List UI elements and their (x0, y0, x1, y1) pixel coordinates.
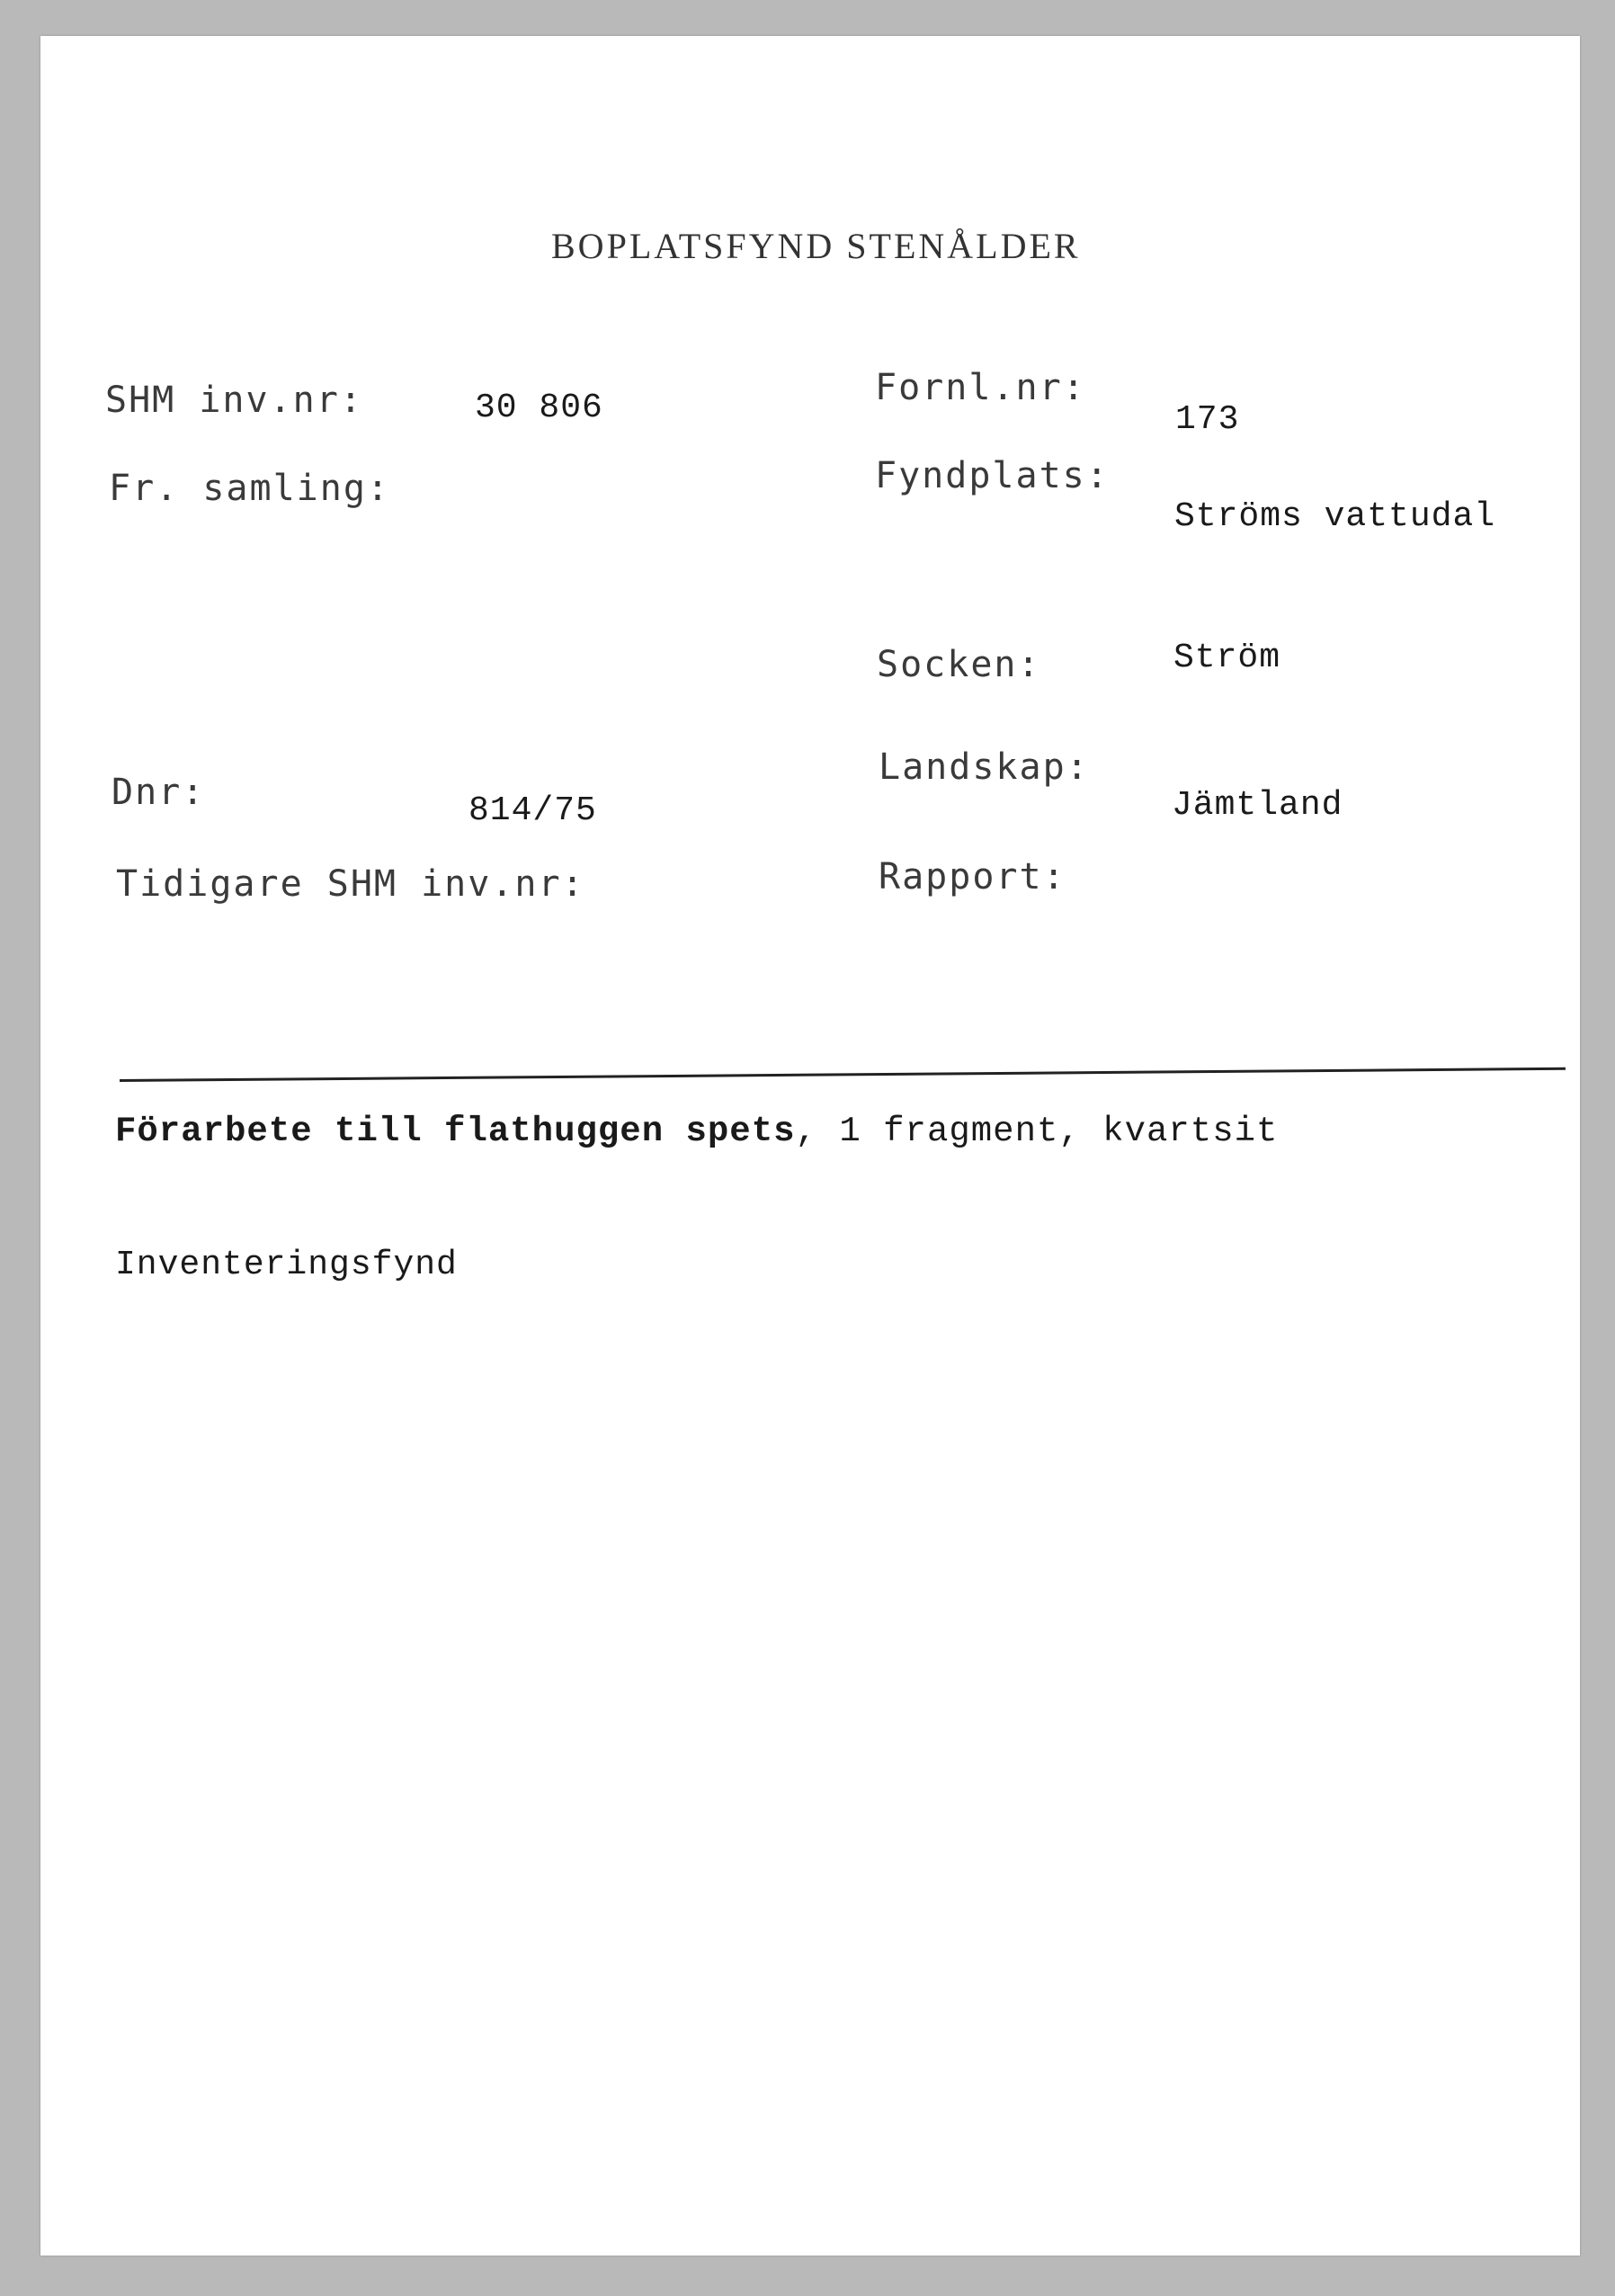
fyndplats-label: Fyndplats: (875, 455, 1110, 496)
socken-value: Ström (1173, 639, 1281, 677)
card-title: BOPLATSFYND STENÅLDER (551, 226, 1081, 266)
dnr-label: Dnr: (112, 772, 206, 813)
find-description-bold: Förarbete till flathuggen spets (115, 1112, 796, 1151)
fr-samling-label: Fr. samling: (109, 468, 390, 509)
catalog-card (40, 36, 1580, 2256)
fornl-nr-value: 173 (1175, 400, 1240, 439)
landskap-label: Landskap: (879, 746, 1090, 788)
fornl-nr-label: Fornl.nr: (875, 367, 1086, 408)
socken-label: Socken: (877, 644, 1041, 685)
find-description (115, 1112, 1278, 1151)
landskap-value: Jämtland (1172, 786, 1343, 825)
fyndplats-value: Ströms vattudal (1174, 497, 1496, 536)
find-note: Inventeringsfynd (115, 1246, 458, 1284)
dnr-value: 814/75 (468, 791, 597, 830)
tidigare-shm-inv-nr-label: Tidigare SHM inv.nr: (116, 863, 585, 905)
divider-line (120, 1068, 1566, 1082)
rapport-label: Rapport: (879, 856, 1066, 898)
shm-inv-nr-label: SHM inv.nr: (105, 380, 363, 421)
shm-inv-nr-value: 30 806 (475, 389, 603, 427)
find-description-rest: , 1 fragment, kvartsit (795, 1112, 1279, 1151)
